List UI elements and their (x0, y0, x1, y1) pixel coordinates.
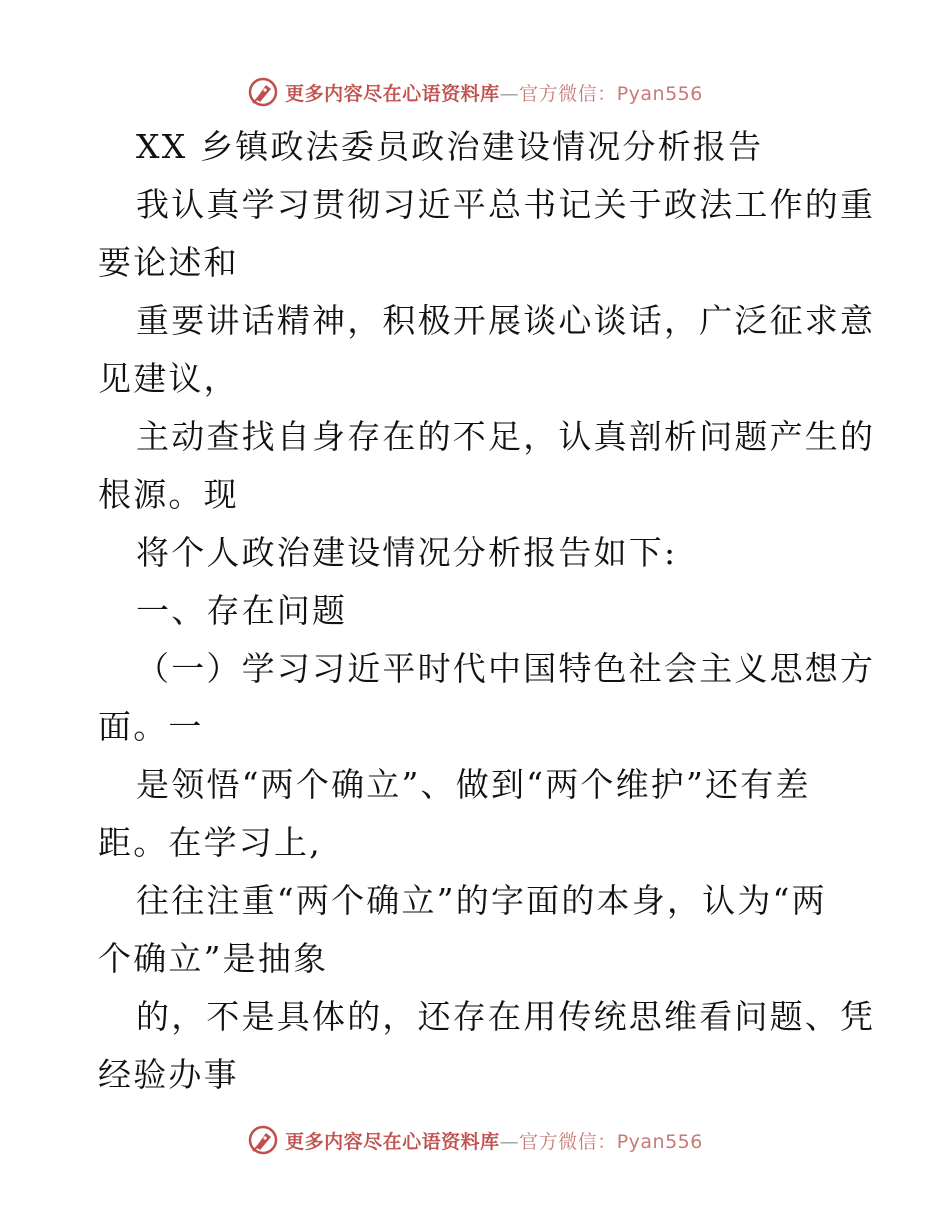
watermark-text (285, 1127, 703, 1154)
document-line: （一）学习习近平时代中国特色社会主义思想方 (136, 649, 876, 688)
document-line: 往往注重“两个确立”的字面的本身，认为“两 (136, 881, 827, 920)
watermark-tail: 官方微信： (519, 1130, 617, 1153)
document-title: XX 乡镇政法委员政治建设情况分析报告 (136, 127, 764, 166)
document-line: 距。在学习上, (98, 823, 322, 862)
document-body (98, 118, 876, 1104)
watermark-separator: — (499, 1130, 520, 1153)
document-lines (98, 176, 876, 1104)
watermark-main: 更多内容尽在心语资料库 (285, 82, 500, 105)
document-line: 见建议， (98, 359, 239, 398)
document-line: 个确立”是抽象 (98, 939, 329, 978)
document-line: 将个人政治建设情况分析报告如下: (136, 533, 678, 572)
document-line: 面。一 (98, 707, 204, 746)
watermark-text (285, 79, 703, 106)
document-line: 的，不是具体的，还存在用传统思维看问题、凭 (136, 997, 876, 1036)
document-line: 一、存在问题 (136, 591, 348, 630)
document-line: 重要讲话精神，积极开展谈心谈话，广泛征求意 (136, 301, 876, 340)
document-line: 是领悟“两个确立”、做到“两个维护”还有差 (136, 765, 811, 804)
watermark-id: Pyan556 (616, 1130, 703, 1153)
watermark-main: 更多内容尽在心语资料库 (285, 1130, 500, 1153)
document-line: 我认真学习贯彻习近平总书记关于政法工作的重 (136, 185, 876, 224)
document-line: 根源。现 (98, 475, 239, 514)
document-line: 主动查找自身存在的不足，认真剖析问题产生的 (136, 417, 876, 456)
watermark-banner-bottom (0, 1120, 950, 1160)
watermark-banner-top (0, 72, 950, 112)
watermark-tail: 官方微信： (519, 82, 617, 105)
pen-nib-logo-icon (247, 76, 279, 108)
document-line: 要论述和 (98, 243, 239, 282)
watermark-separator: — (499, 82, 520, 105)
document-line: 经验办事 (98, 1055, 239, 1094)
watermark-id: Pyan556 (616, 82, 703, 105)
pen-nib-logo-icon (247, 1124, 279, 1156)
